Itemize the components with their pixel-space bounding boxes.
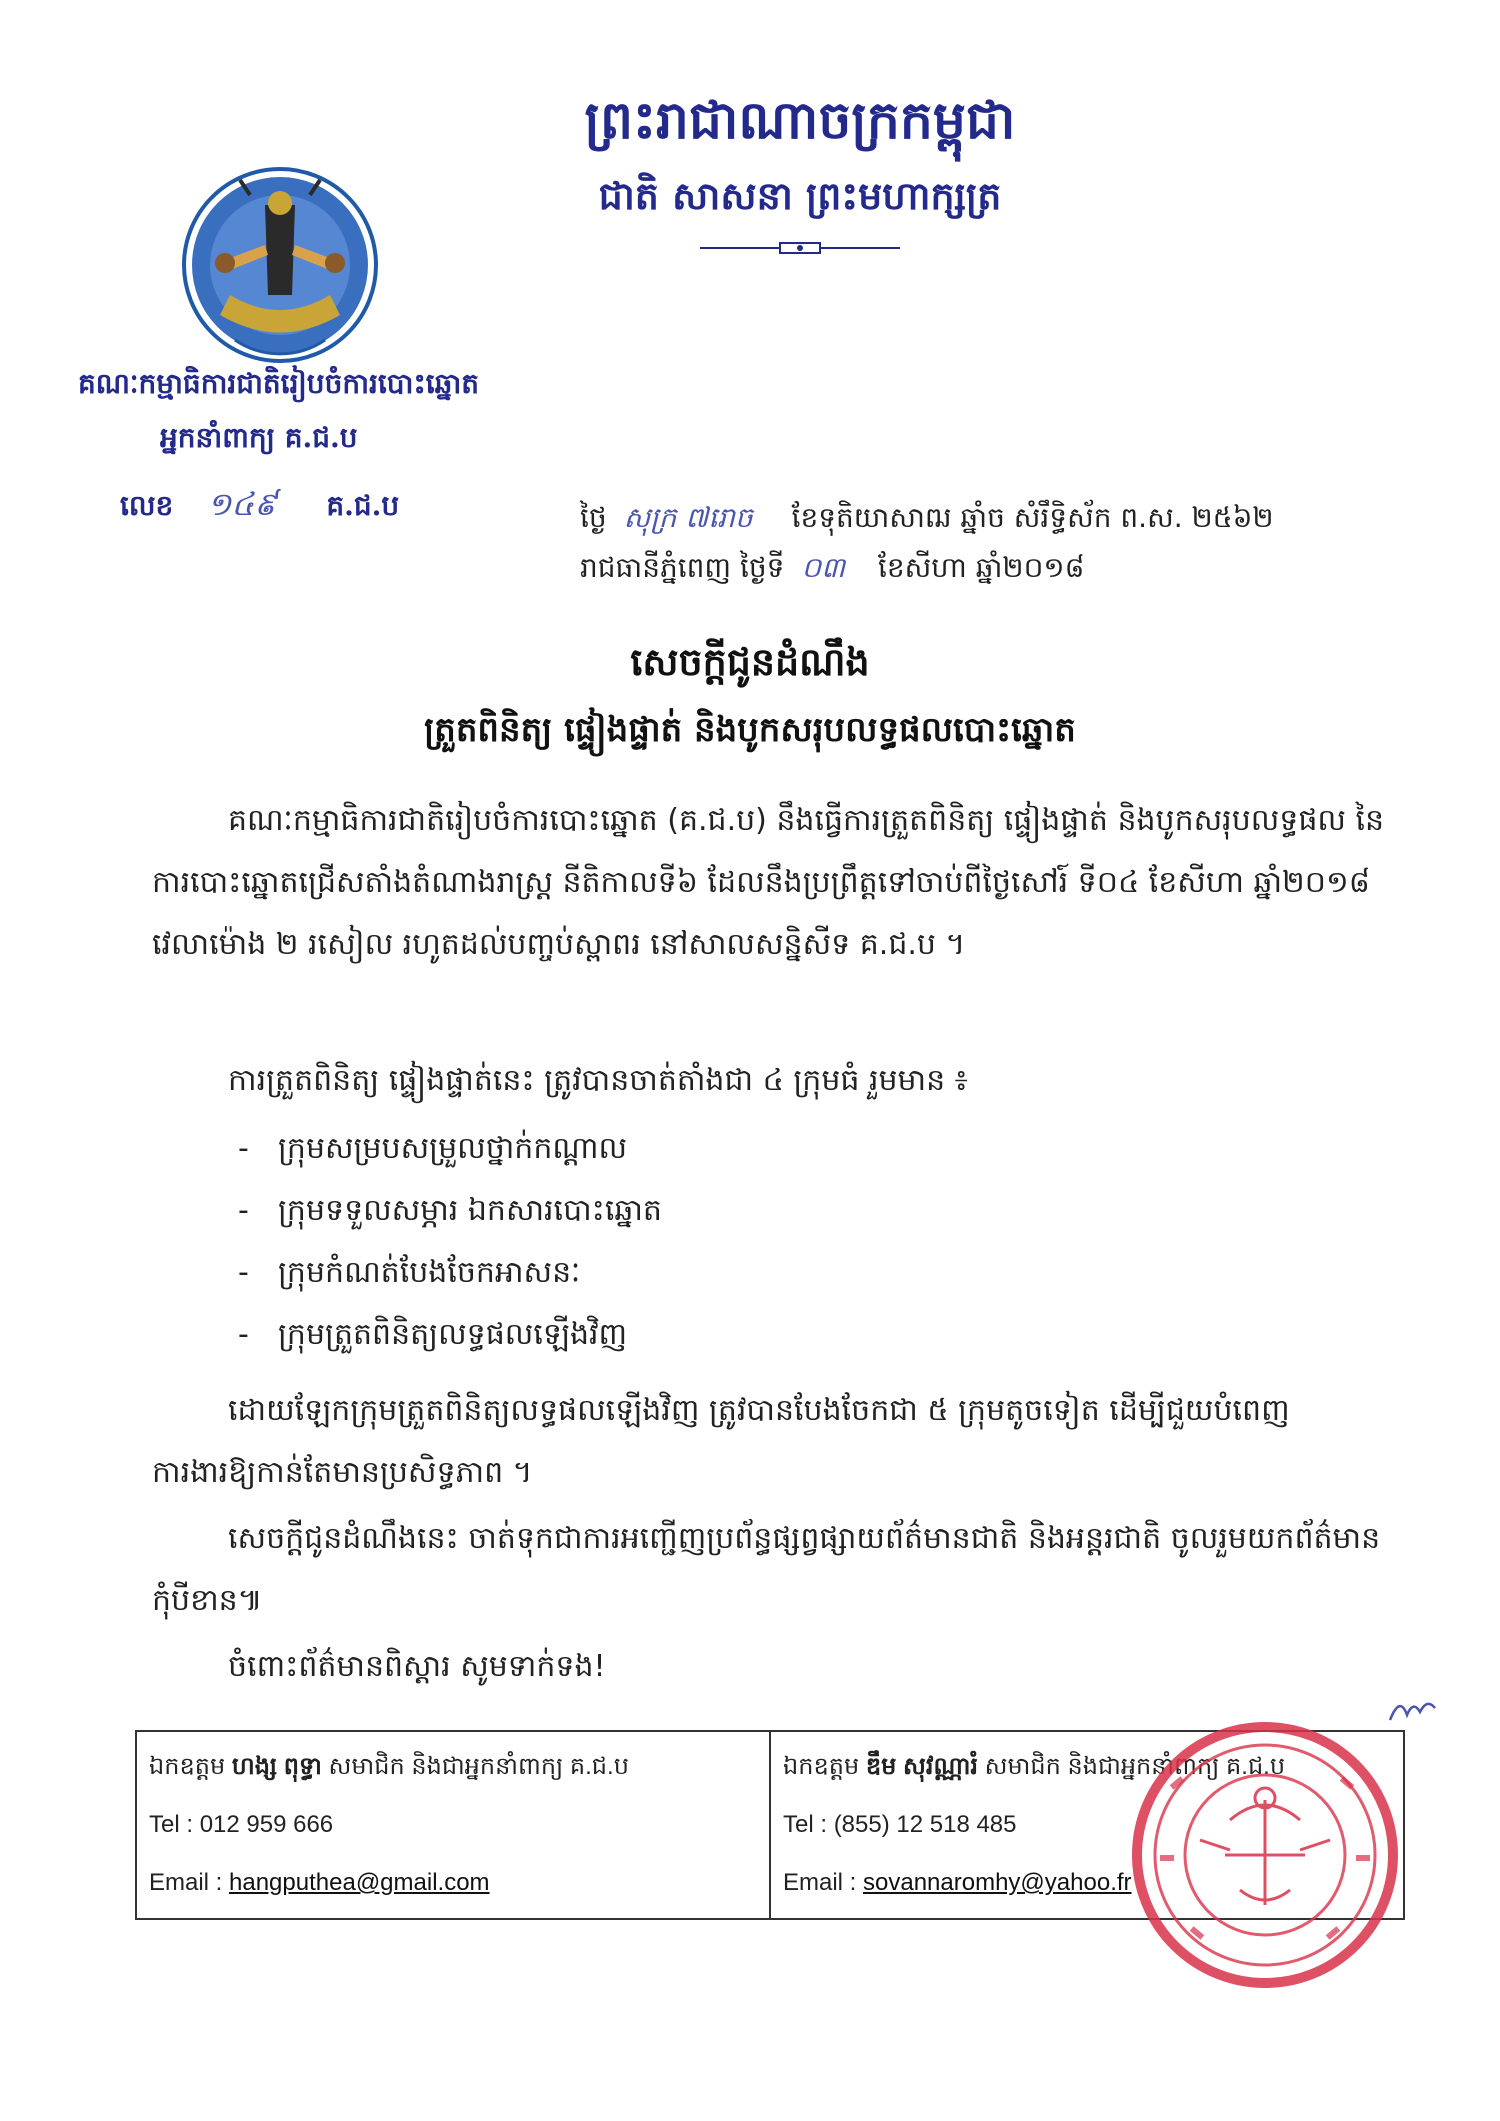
solar-date — [580, 550, 1084, 591]
national-motto: ជាតិ សាសនា ព្រះមហាក្សត្រ — [598, 173, 1002, 218]
motto-ornament — [700, 240, 900, 254]
list-item — [238, 1242, 1338, 1304]
lunar-handwritten: សុក្រ ៧រោច — [623, 501, 753, 534]
team-list — [238, 1118, 1338, 1366]
official-seal — [1130, 1720, 1400, 1990]
notice-subtitle: ត្រួតពិនិត្យ ផ្ទៀងផ្ទាត់ និងបូកសរុបលទ្ធផលបោះឆ្នោត — [424, 710, 1076, 750]
lunar-rest: ខែទុតិយាសាឍ ឆ្នាំច សំរឹទ្ធិស័ក ព.ស. ២៥៦២ — [791, 501, 1274, 534]
paragraph-1: គណៈកម្មាធិការជាតិរៀបចំការបោះឆ្នោត (គ.ជ.ប) នឹងធ្វើការត្រួតពិនិត្យ ផ្ទៀងផ្ទាត់ និងបូកសរុបលទ្ធផល នៃការបោះឆ្នោតជ្រើសតាំងតំណាងរាស្ត្រ នីតិកាលទី៦ ដែលនឹងប្រព្រឹត្តទៅចាប់ពីថ្ងៃសៅរ៍ ទី០៤ ខែសីហា ឆ្នាំ២០១៨ វេលាម៉ោង ២ រសៀល រហូតដល់បញ្ចប់ស្ពាពរ នៅសាលសន្និសីទ គ.ជ.ប ។ — [152, 803, 1385, 962]
solar-handwritten: ០៣ — [801, 551, 846, 584]
reference-number — [120, 484, 399, 531]
paragraph-3: ដោយឡែកក្រុមត្រួតពិនិត្យលទ្ធផលឡើងវិញ ត្រូវបានបែងចែកជា ៥ ក្រុមតូចទៀត ដើម្បីជួយបំពេញការងារឱ្យកាន់តែមានប្រសិទ្ធភាព ។ — [152, 1393, 1290, 1490]
list-marker: - — [238, 1193, 249, 1228]
lunar-date — [580, 500, 1274, 541]
contact-role: សមាជិក និងជាអ្នកនាំពាក្យ គ.ជ.ប — [328, 1753, 629, 1780]
email-link[interactable]: hangputhea@gmail.com — [229, 1869, 490, 1896]
number-label: លេខ — [120, 489, 174, 522]
list-item-text: ក្រុមកំណត់បែងចែកអាសនៈ — [278, 1255, 581, 1290]
nec-logo — [180, 165, 380, 365]
contact-tel-line — [149, 1796, 757, 1854]
list-item — [238, 1180, 1338, 1242]
list-marker: - — [238, 1131, 249, 1166]
number-value: ១៤៩ — [207, 485, 277, 523]
closing-line: ចំពោះព័ត៌មានពិស្តារ សូមទាក់ទង! — [228, 1649, 606, 1684]
number-suffix: គ.ជ.ប — [326, 489, 400, 522]
tel-number[interactable]: (855) 12 518 485 — [833, 1811, 1017, 1838]
signature — [1385, 1690, 1445, 1730]
tel-label: Tel : — [149, 1811, 200, 1838]
list-item — [238, 1304, 1338, 1366]
spokesperson-label: អ្នកនាំពាក្យ គ.ជ.ប — [160, 421, 358, 454]
paragraph-4: សេចក្តីជូនដំណឹងនេះ ចាត់ទុកជាការអញ្ជើញប្រព័ន្ធផ្សព្វផ្សាយព័ត៌មានជាតិ និងអន្តរជាតិ ចូលរួមយកព័ត៌មានកុំបីខាន៕ — [152, 1521, 1381, 1618]
contact-honorific: ឯកឧត្តម — [783, 1753, 860, 1780]
list-marker: - — [238, 1255, 249, 1290]
solar-rest: ខែសីហា ឆ្នាំ២០១៨ — [877, 551, 1085, 584]
email-label: Email : — [783, 1869, 864, 1896]
contact-name-line — [149, 1738, 757, 1796]
tel-label: Tel : — [783, 1811, 834, 1838]
lunar-prefix: ថ្ងៃ — [580, 501, 607, 534]
email-link[interactable]: sovannaromhy@yahoo.fr — [863, 1869, 1132, 1896]
contact-role: សមាជិក និងជាអ្នកនាំពាក្យ គ.ជ.ប — [984, 1753, 1286, 1780]
notice-title: សេចក្តីជូនដំណឹង — [630, 639, 870, 684]
tel-number[interactable]: 012 959 666 — [199, 1811, 334, 1838]
solar-prefix: រាជធានីភ្នំពេញ ថ្ងៃទី — [580, 551, 785, 584]
list-item-text: ក្រុមត្រួតពិនិត្យលទ្ធផលឡើងវិញ — [278, 1317, 628, 1352]
contact-cell-1 — [136, 1731, 770, 1919]
email-label: Email : — [149, 1869, 230, 1896]
contact-email-line — [149, 1854, 757, 1912]
paragraph-2: ការត្រួតពិនិត្យ ផ្ទៀងផ្ទាត់នេះ ត្រូវបានចាត់តាំងជា ៤ ក្រុមធំ រួមមាន ៖ — [228, 1063, 968, 1098]
institution-name: គណៈកម្មាធិការជាតិរៀបចំការបោះឆ្នោត — [78, 367, 480, 400]
contact-name: ហង្ស ពុទ្ធា — [231, 1753, 322, 1780]
list-marker: - — [238, 1317, 249, 1352]
list-item-text: ក្រុមទទួលសម្ភារ ឯកសារបោះឆ្នោត — [278, 1193, 662, 1228]
list-item — [238, 1118, 1338, 1180]
list-item-text: ក្រុមសម្របសម្រួលថ្នាក់កណ្តាល — [278, 1131, 628, 1166]
kingdom-heading: ព្រះរាជាណាចក្រកម្ពុជា — [584, 90, 1016, 151]
contact-name: ឌឹម សុវណ្ណារំ — [865, 1753, 978, 1780]
contact-honorific: ឯកឧត្តម — [149, 1753, 226, 1780]
